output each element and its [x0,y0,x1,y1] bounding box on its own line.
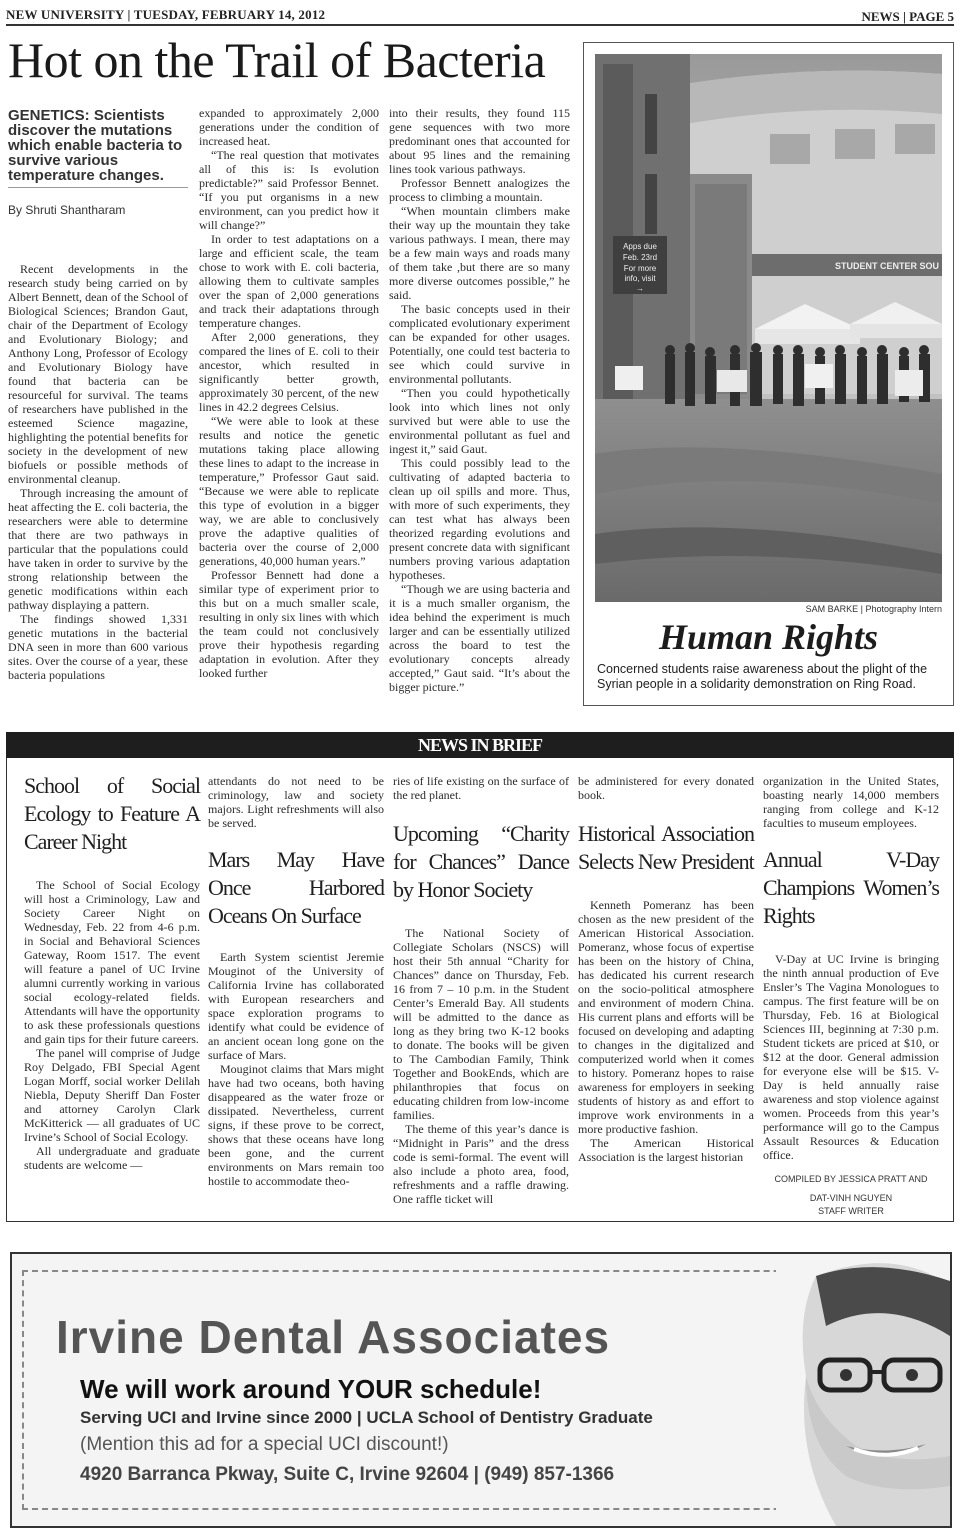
ad-tagline: We will work around YOUR schedule! [80,1374,542,1404]
brief-column-1 [24,774,200,1172]
sign-line-4: info, visit [624,274,656,283]
page-header-left: NEW UNIVERSITY | TUESDAY, FEBRUARY 14, 2012 [6,7,326,22]
story-paragraph: The basic concepts used in their complicated evolutionary experiment can be expanded for other usages. Potentially, one could test bacteria to see which could survive in environmental pollutants. [389,302,570,386]
brief-paragraph: V-Day at UC Irvine is bringing the ninth annual production of Eve Ensler’s The Vagina Monologues to campus. The first feature will be on Thursday, Feb. 16 at Biological Sciences III, beginning at 7:30 p.m. Student tickets are priced at $10, or $12 at the door. General admission for everyone else will be $15. V-Day is held annually raise awareness and stop violence against women. Proceeds from this year’s performance will go to the Campus Assault Resources & Education office. [763,952,939,1162]
story-paragraph: “When mountain climbers make their way up the mountain they take various pathways. I mean, there may be a few main ways and roads many of them take ,but there are so many more diverse outcomes possible,” he said. [389,204,570,302]
story-deck: GENETICS: Scientists discover the mutations which enable bacteria to survive various temperature changes. [8,107,183,184]
sign-line-2: Feb. 23rd [622,253,658,262]
story-paragraph: After 2,000 generations, they compared the lines of E. coli to their ancestor, which resulted in significantly better growth, approximately 30 percent, of the new lines in 42.2 degrees Celsius. [199,330,379,414]
sign-line-3: For more [623,264,657,273]
story-paragraph: “Then you could hypothetically look into which lines not only survived but were able to use the environmental pollutant as fuel and ingest it,” said Gaut. [389,386,570,456]
story-paragraph: expanded to approximately 2,000 generations under the condition of increased heat. [199,106,379,148]
brief-paragraph: The theme of this year’s dance is “Midnight in Paris” and the dress code is semi-formal. The event will also include a photo area, food, refreshments and a raffle drawing. One raffle ticket will [393,1122,569,1206]
story-paragraph: “Though we are using bacteria and it is a much smaller organism, the idea behind the experiment is much larger and can be essentially utilized across the board to test the evolutionary concepts already accepted,” Gaut said. “It’s about the bigger picture.” [389,582,570,694]
story-paragraph: into their results, they found 115 gene sequences with two more predominant ones that accounted for about 95 lines and the remaining lines took various pathways. [389,106,570,176]
brief-column-4 [578,774,754,1164]
brief-credit-line-2: DAT-VINH NGUYEN [809,1193,893,1203]
brief-column-5 [763,774,939,1162]
brief-column-2 [208,774,384,1188]
building-sign: STUDENT CENTER SOU [835,261,940,271]
brief-paragraph: Earth System scientist Jeremie Mouginot of the University of California Irvine has collaborated with European researchers and space exploration programs to identify what could be evidence of an ancient ocean long gone on the surface of Mars. [208,950,384,1062]
story-column-3 [389,106,570,694]
brief-credit [765,1173,937,1218]
story-paragraph: Through increasing the amount of heat affecting the E. coli bacteria, the researchers were able to determine that there are two pathways in particular that the populations could have taken in order to survive by the strong relationship between the genetic modifications within each pathway displaying a pattern. [8,486,188,612]
brief-paragraph: The American Historical Association is the largest historian [578,1136,754,1164]
brief-headline: Upcoming “Charity for Chances” Dance by Honor Society [393,821,569,902]
brief-paragraph: Mouginot claims that Mars might have had two oceans, both having disappeared as the water froze or dissipated. Nevertheless, current signs, if these prove to be correct, shows that these oceans have long been gone, and the current environments on Mars remain too hostile to accommodate theo- [208,1062,384,1188]
news-in-brief-banner: NEWS IN BRIEF [6,732,954,758]
ad-model-photo [776,1256,950,1526]
story-paragraph: “The real question that motivates all of this is: Is evolution predictable?” said Professor Bennet. “If you put organisms in a new environment, can you predict how it will change?” [199,148,379,232]
sign-line-5: → [636,284,644,293]
story-paragraph: “We were able to look at these results and notice the genetic mutations taking place allowing these lines to adapt to the increase in temperature,” Professor Gaut said. “Because we were able to replicate this type of evolution in a bigger way, we are able to conclusively prove the adaptive qualities of bacteria over the course of 2,000 generations, 40,000 human years.” [199,414,379,568]
ad-title: Irvine Dental Associates [56,1311,611,1363]
brief-headline: School of Social Ecology to Feature A Career Night [24,773,200,854]
brief-paragraph: be administered for every donated book. [578,774,754,802]
brief-paragraph: ries of life existing on the surface of the red planet. [393,774,569,802]
photo-title: Human Rights [658,617,879,657]
brief-credit-line-1: COMPILED BY JESSICA PRATT AND [774,1174,928,1184]
ad-discount-line: (Mention this ad for a special UCI discount!) [80,1434,449,1455]
brief-paragraph: The School of Social Ecology will host a Criminology, Law and Society Career Night on Wednesday, Feb. 22 from 4-6 p.m. in Social and Behavioral Sciences Gateway, Room 1517. The event will feature a panel of UC Irvine alumni currently working in various social ecology-related fields. Attendants will have the opportunity to ask these professionals questions and gain tips for their future careers. [24,878,200,1046]
brief-paragraph: organization in the United States, boasting nearly 14,000 members ranging from college and K-12 faculties to museum employees. [763,774,939,830]
story-paragraph: Professor Bennett analogizes the process to climbing a mountain. [389,176,570,204]
story-column-1 [8,262,188,682]
brief-paragraph: The panel will comprise of Judge Roy Delgado, FBI Special Agent Logan Morff, social worker Delilah Niebla, Deputy Sheriff Dan Foster and attorney Carolyn Clark McKitterick — all graduates of UC Irvine’s School of Social Ecology. [24,1046,200,1144]
story-paragraph: Recent developments in the research study being carried on by Albert Bennett, dean of the School of Biological Sciences; Brandon Gaut, chair of the Department of Ecology and Evolutionary Biology; and Anthony Long, Professor of Ecology and Evolutionary Biology have found that bacteria can be resourceful for survival. The teams of researchers have published in the esteemed Science magazine, highlighting the potential benefits for society in the development of new biofuels or possible methods of environmental cleanup. [8,262,188,486]
brief-headline: Historical Association Selects New President [578,821,754,874]
story-column-2 [199,106,379,680]
story-paragraph: The findings showed 1,331 genetic mutations in the bacterial DNA seen in more than 600 various sites. Over the course of a year, these bacteria populations [8,612,188,682]
photo-cutline: Concerned students raise awareness about the plight of the Syrian people in a solidarity demonstration on Ring Road. [597,662,928,691]
ad-address-line: 4920 Barranca Pkway, Suite C, Irvine 92604 | (949) 857-1366 [80,1464,615,1485]
brief-paragraph: attendants do not need to be criminology, law and society majors. Light refreshments will also be served. [208,774,384,830]
brief-paragraph: All undergraduate and graduate students are welcome — [24,1144,200,1172]
brief-column-3 [393,774,569,1206]
photo-illustration [595,54,942,602]
brief-paragraph: Kenneth Pomeranz has been chosen as the new president of the American Historical Association. Pomeranz, whose focus of expertise has been on the history of China, has dedicated his current research on the socio-political atmosphere and environment of modern China. His current plans and efforts will be focused on developing and adapting to changes in the digitalized and computerized world when it comes to history. Pomeranz hopes to raise awareness for employers in seeking students of history as and effort to improve work environments in a more productive fashion. [578,898,754,1136]
brief-headline: Mars May Have Once Harbored Oceans On Surface [208,847,384,928]
story-paragraph: Professor Bennett had done a similar type of experiment prior to this but on a much smaller scale, resulting in only six lines with which the team could not conclusively prove their hypothesis regarding adaptation in evolution. After they looked further [199,568,379,680]
page-header [6,4,954,26]
brief-headline: Annual V-Day Champions Women’s Rights [763,847,939,928]
ad-service-line: Serving UCI and Irvine since 2000 | UCLA School of Dentistry Graduate [80,1408,653,1427]
story-byline: By Shruti Shantharam [8,203,126,217]
page-header-right: NEWS | PAGE 5 [861,9,954,24]
sign-line-1: Apps due [623,242,657,251]
story-paragraph: This could possibly lead to the cultivating of adapted bacteria to clean up oil spills and more. Thus, with more of such experiments, they can test what has always been theorized regarding evolutions and present concrete data with significant numbers proving various adaptation hypotheses. [389,456,570,582]
story-headline: Hot on the Trail of Bacteria [8,32,546,88]
demonstration-photo [595,54,942,602]
ad-face-illustration [776,1256,950,1526]
deck-divider [8,187,188,188]
story-paragraph: In order to test adaptations on a large and efficient scale, the team chose to work with E. coli bacteria, allowing them to cultivate samples over the span of 2,000 generations and track their adaptations through temperature changes. [199,232,379,330]
photo-credit: SAM BARKE | Photography Intern [805,604,942,614]
brief-paragraph: The National Society of Collegiate Scholars (NSCS) will host their 5th annual “Charity for Chances” dance on Thursday, Feb. 16 from 7 – 10 p.m. in the Student Center’s Emerald Bay. All students will be admitted to the dance as long as they bring two K-12 books to donate. The books will be given to The Cambodian Family, Think Together and BookEnds, which are philanthropies that focus on educating children from low-income families. [393,926,569,1122]
brief-credit-line-3: STAFF WRITER [818,1206,884,1216]
